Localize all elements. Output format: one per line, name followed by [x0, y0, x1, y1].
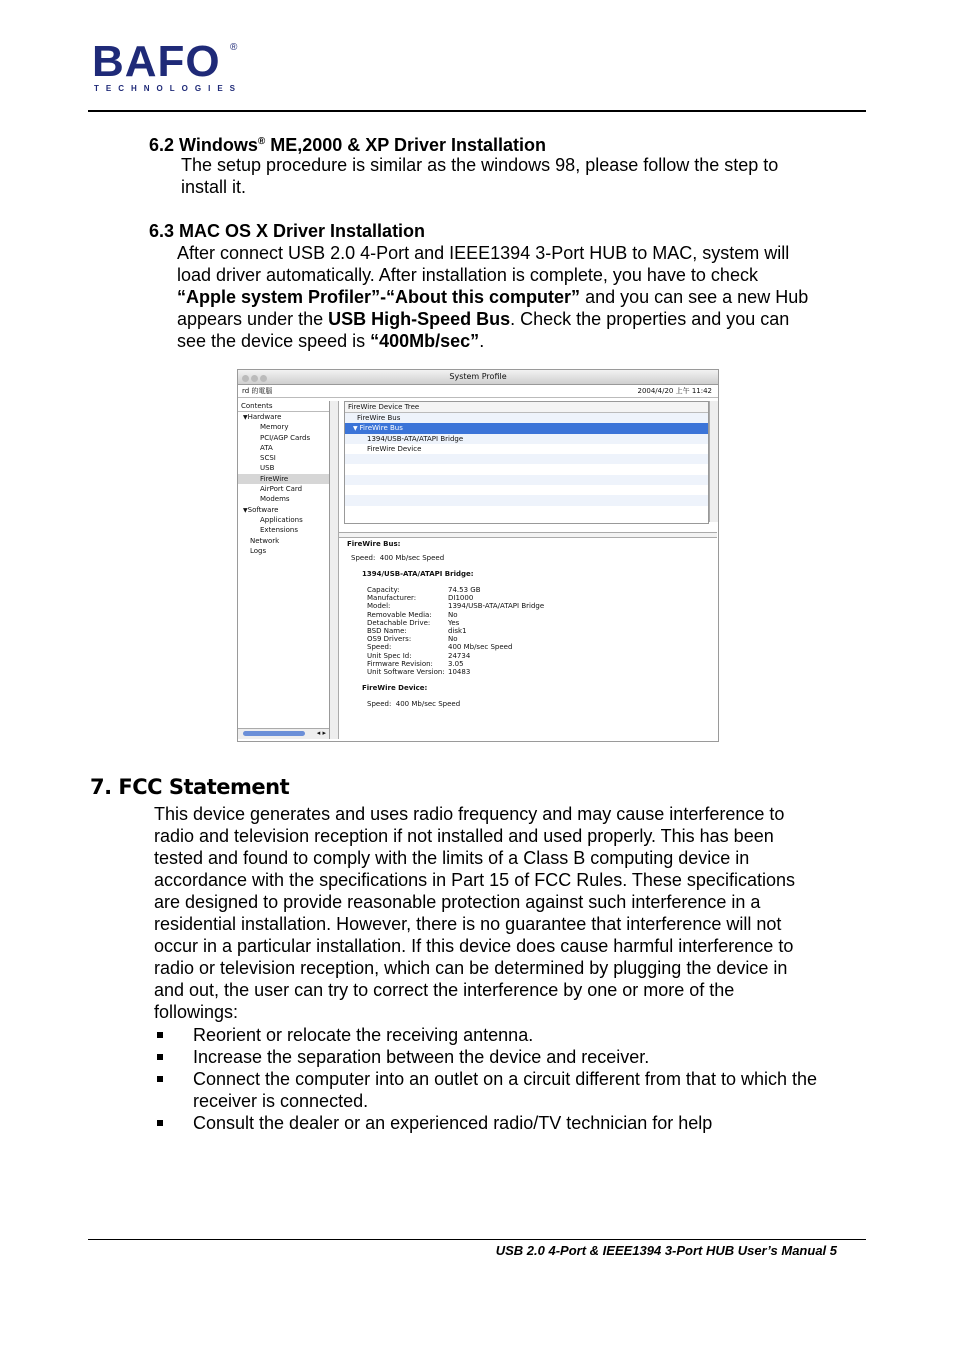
- property-row: OS9 Drivers: No: [367, 635, 458, 644]
- contents-item[interactable]: ATA: [260, 443, 273, 452]
- system-profile-screenshot: [237, 369, 719, 742]
- tree-row-empty: [345, 485, 708, 495]
- page-footer: USB 2.0 4-Port & IEEE1394 3-Port HUB User’s Manual 5: [495, 1243, 837, 1258]
- tree-row[interactable]: FireWire Device: [367, 444, 422, 453]
- fcc-line: occur in a particular installation. If this device does cause harmful interference to: [154, 936, 794, 956]
- tree-row-empty: [345, 454, 708, 464]
- footer-rule: [88, 1239, 866, 1240]
- fcc-bullet-item: Connect the computer into an outlet on a circuit different from that to which the receiver is connected.: [154, 1068, 866, 1112]
- contents-item[interactable]: PCI/AGP Cards: [260, 433, 311, 442]
- contents-item[interactable]: FireWire: [238, 474, 329, 484]
- property-row: Unit Software Version: 10483: [367, 667, 471, 676]
- property-row: Detachable Drive: Yes: [367, 618, 460, 627]
- contents-item[interactable]: Memory: [260, 423, 289, 432]
- contents-item[interactable]: ▼Software: [243, 505, 279, 514]
- section-6-2-body: The setup procedure is similar as the windows 98, please follow the step to install it.: [181, 155, 779, 197]
- contents-item[interactable]: ▼Hardware: [243, 413, 282, 421]
- contents-item[interactable]: Extensions: [260, 526, 299, 535]
- brand-logo: BAFO: [92, 37, 221, 86]
- fcc-line: followings:: [154, 1002, 239, 1022]
- property-row: Manufacturer: DI1000: [367, 594, 474, 603]
- fcc-line: accordance with the specifications in Part 15 of FCC Rules. These specifications: [154, 870, 795, 890]
- tree-row[interactable]: 1394/USB-ATA/ATAPI Bridge: [345, 434, 708, 444]
- tree-scrollbar: [709, 401, 718, 522]
- property-row: Unit Spec Id: 24734: [367, 651, 471, 660]
- tree-row-empty: [345, 495, 708, 505]
- contents-item[interactable]: AirPort Card: [260, 485, 303, 494]
- window-infobar: rd 的電腦 2004/4/20 上午 11:42: [238, 385, 718, 398]
- fcc-line: radio or television reception, which can be determined by plugging the device in: [154, 958, 788, 978]
- section-number: 6.2: [149, 135, 175, 155]
- tree-row-empty: [345, 464, 708, 474]
- property-row: BSD Name: disk1: [367, 626, 467, 635]
- contents-item[interactable]: Applications: [260, 515, 303, 524]
- fcc-line: tested and found to comply with the limits of a Class B computing device in: [154, 848, 750, 868]
- property-row: Model: 1394/USB-ATA/ATAPI Bridge: [367, 602, 545, 611]
- registered-mark: ®: [230, 42, 238, 53]
- property-row: Removable Media: No: [367, 610, 458, 619]
- fcc-bullet-item: Increase the separation between the device and receiver.: [154, 1046, 866, 1068]
- section-6-2-heading: 6.2 Windows® ME,2000 & XP Driver Installation: [149, 135, 546, 155]
- firewire-device-tree: FireWire Device Tree FireWire Bus ▼ FireWire Bus 1394/USB-ATA/ATAPI Bridge FireWire Device: [344, 401, 709, 524]
- window-title: System Profile: [449, 372, 507, 381]
- fcc-bullets: [154, 1024, 866, 1134]
- contents-item[interactable]: Modems: [260, 495, 290, 504]
- contents-pane: Contents ▼Hardware Memory PCI/AGP Cards ATA SCSI USB FireWire AirPort Card Modems ▼Software Applications Extensions Network Logs: [238, 401, 330, 739]
- detail-pane: FireWire Bus: Speed: 400 Mb/sec Speed 1394/USB-ATA/ATAPI Bridge: Capacity: 74.53 GB Manufacturer: DI1000 Model: 1394/USB-ATA/ATAPI Bridge Removable Media: No Detachable Drive: Yes BSD Name: disk1 OS9 Drivers: No Speed: 400 Mb/sec Speed Unit Spec Id: 24734 Firmware Revision: 3.05 Unit Software Version: 10483 FireWire Device: Speed: 400 Mb/sec Speed: [344, 538, 717, 738]
- tree-row[interactable]: ▼ FireWire Bus: [345, 423, 708, 433]
- brand-tagline: TECHNOLOGIES: [94, 84, 243, 93]
- fcc-bullet-item: Reorient or relocate the receiving antenna.: [154, 1024, 866, 1046]
- contents-item[interactable]: SCSI: [260, 454, 276, 463]
- tree-row[interactable]: FireWire Bus: [345, 413, 708, 423]
- property-row: Speed: 400 Mb/sec Speed: [367, 643, 513, 652]
- disclosure-triangle-icon[interactable]: ▼: [243, 414, 248, 421]
- scroll-arrows-icon: ◂ ▸: [316, 729, 326, 737]
- fcc-heading: 7. FCC Statement: [90, 775, 290, 799]
- fcc-bullet-item: Consult the dealer or an experienced radio/TV technician for help: [154, 1112, 866, 1134]
- property-row: Capacity: 74.53 GB: [367, 586, 481, 594]
- scroll-thumb: [243, 731, 305, 736]
- disclosure-triangle-icon[interactable]: ▼: [353, 425, 360, 433]
- tree-row-empty: [345, 475, 708, 485]
- header-rule: [88, 110, 866, 112]
- contents-item[interactable]: Network: [250, 536, 280, 545]
- disclosure-triangle-icon[interactable]: ▼: [243, 506, 248, 514]
- fcc-line: radio and television reception if not installed and used properly. This has been: [154, 826, 774, 846]
- contents-item[interactable]: Logs: [250, 546, 267, 555]
- contents-scrollbar: [330, 401, 339, 739]
- property-row: Firmware Revision: 3.05: [367, 659, 464, 668]
- tree-row-empty: [345, 506, 708, 516]
- section-6-3-heading: 6.3 MAC OS X Driver Installation: [149, 221, 426, 241]
- contents-item[interactable]: USB: [260, 464, 275, 473]
- window-titlebar: [238, 370, 718, 385]
- fcc-line: This device generates and uses radio frequency and may cause interference to: [154, 804, 785, 824]
- section-6-3-body: After connect USB 2.0 4-Port and IEEE1394 3-Port HUB to MAC, system will load driver automatically. After installation is complete, you have to check “Apple system Profiler”-“About this computer” and you can see a new Hub appears under the USB High-Speed Bus. Check the properties and you can see the device speed is “400Mb/sec”.: [177, 243, 809, 351]
- fcc-line: residential installation. However, there is no guarantee that interference will not: [154, 914, 782, 934]
- fcc-line: are designed to provide reasonable protection against such interference in a: [154, 892, 761, 912]
- horizontal-scrollbar: [238, 728, 329, 739]
- fcc-body: [154, 803, 866, 1023]
- fcc-line: and out, the user can try to correct the interference by one or more of the: [154, 980, 735, 1000]
